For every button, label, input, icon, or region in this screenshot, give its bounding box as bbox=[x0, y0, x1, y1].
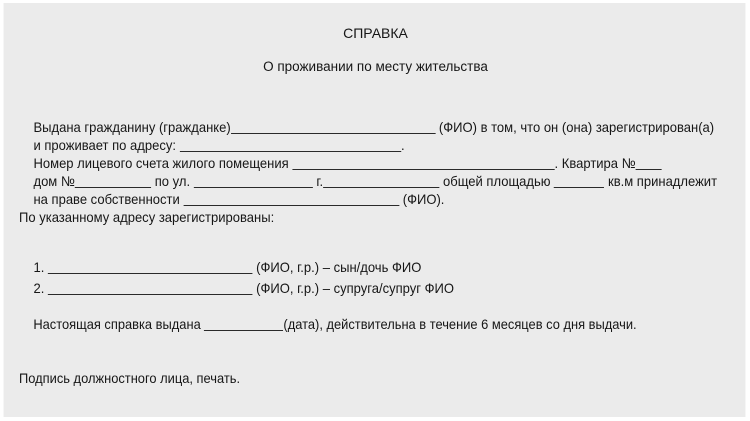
document-page bbox=[3, 3, 746, 417]
label-house: дом № bbox=[33, 173, 75, 189]
label-ownership: на праве собственности bbox=[33, 191, 184, 207]
label-address: и проживает по адресу: bbox=[33, 137, 180, 153]
label-fio: (ФИО). bbox=[399, 191, 445, 207]
item-number: 1. bbox=[33, 259, 48, 275]
registered-heading: По указанному адресу зарегистрированы: bbox=[19, 209, 275, 225]
item-note: (ФИО, г.р.) – сын/дочь ФИО bbox=[252, 259, 422, 275]
label-fio-registered: (ФИО) в том, что он (она) зарегистрирован(а) bbox=[435, 119, 715, 135]
registered-fio-field-2[interactable] bbox=[48, 281, 253, 295]
label-apartment: . Квартира № bbox=[554, 155, 636, 171]
item-number: 2. bbox=[33, 280, 48, 296]
date-field[interactable] bbox=[204, 317, 283, 331]
label-validity: (дата), действительна в течение 6 месяцев со дня выдачи. bbox=[283, 316, 637, 332]
label-owner: кв.м принадлежит bbox=[604, 173, 718, 189]
document-subtitle: О проживании по месту жительства bbox=[263, 59, 488, 74]
label-area: общей площадью bbox=[439, 173, 555, 189]
label-issued-to: Выдана гражданину (гражданке) bbox=[33, 119, 231, 135]
validity-line bbox=[19, 297, 637, 351]
signature-label: Подпись должностного лица, печать. bbox=[19, 370, 241, 386]
document-title: СПРАВКА bbox=[343, 25, 408, 41]
label-street: по ул. bbox=[151, 173, 194, 189]
label-issued-date: Настоящая справка выдана bbox=[33, 316, 205, 332]
label-city: г. bbox=[312, 173, 324, 189]
item-note: (ФИО, г.р.) – супруга/супруг ФИО bbox=[252, 280, 455, 296]
period: . bbox=[400, 137, 405, 153]
label-account-number: Номер лицевого счета жилого помещения bbox=[33, 155, 293, 171]
owner-fio-field[interactable] bbox=[183, 192, 399, 206]
area-field[interactable] bbox=[554, 174, 604, 188]
